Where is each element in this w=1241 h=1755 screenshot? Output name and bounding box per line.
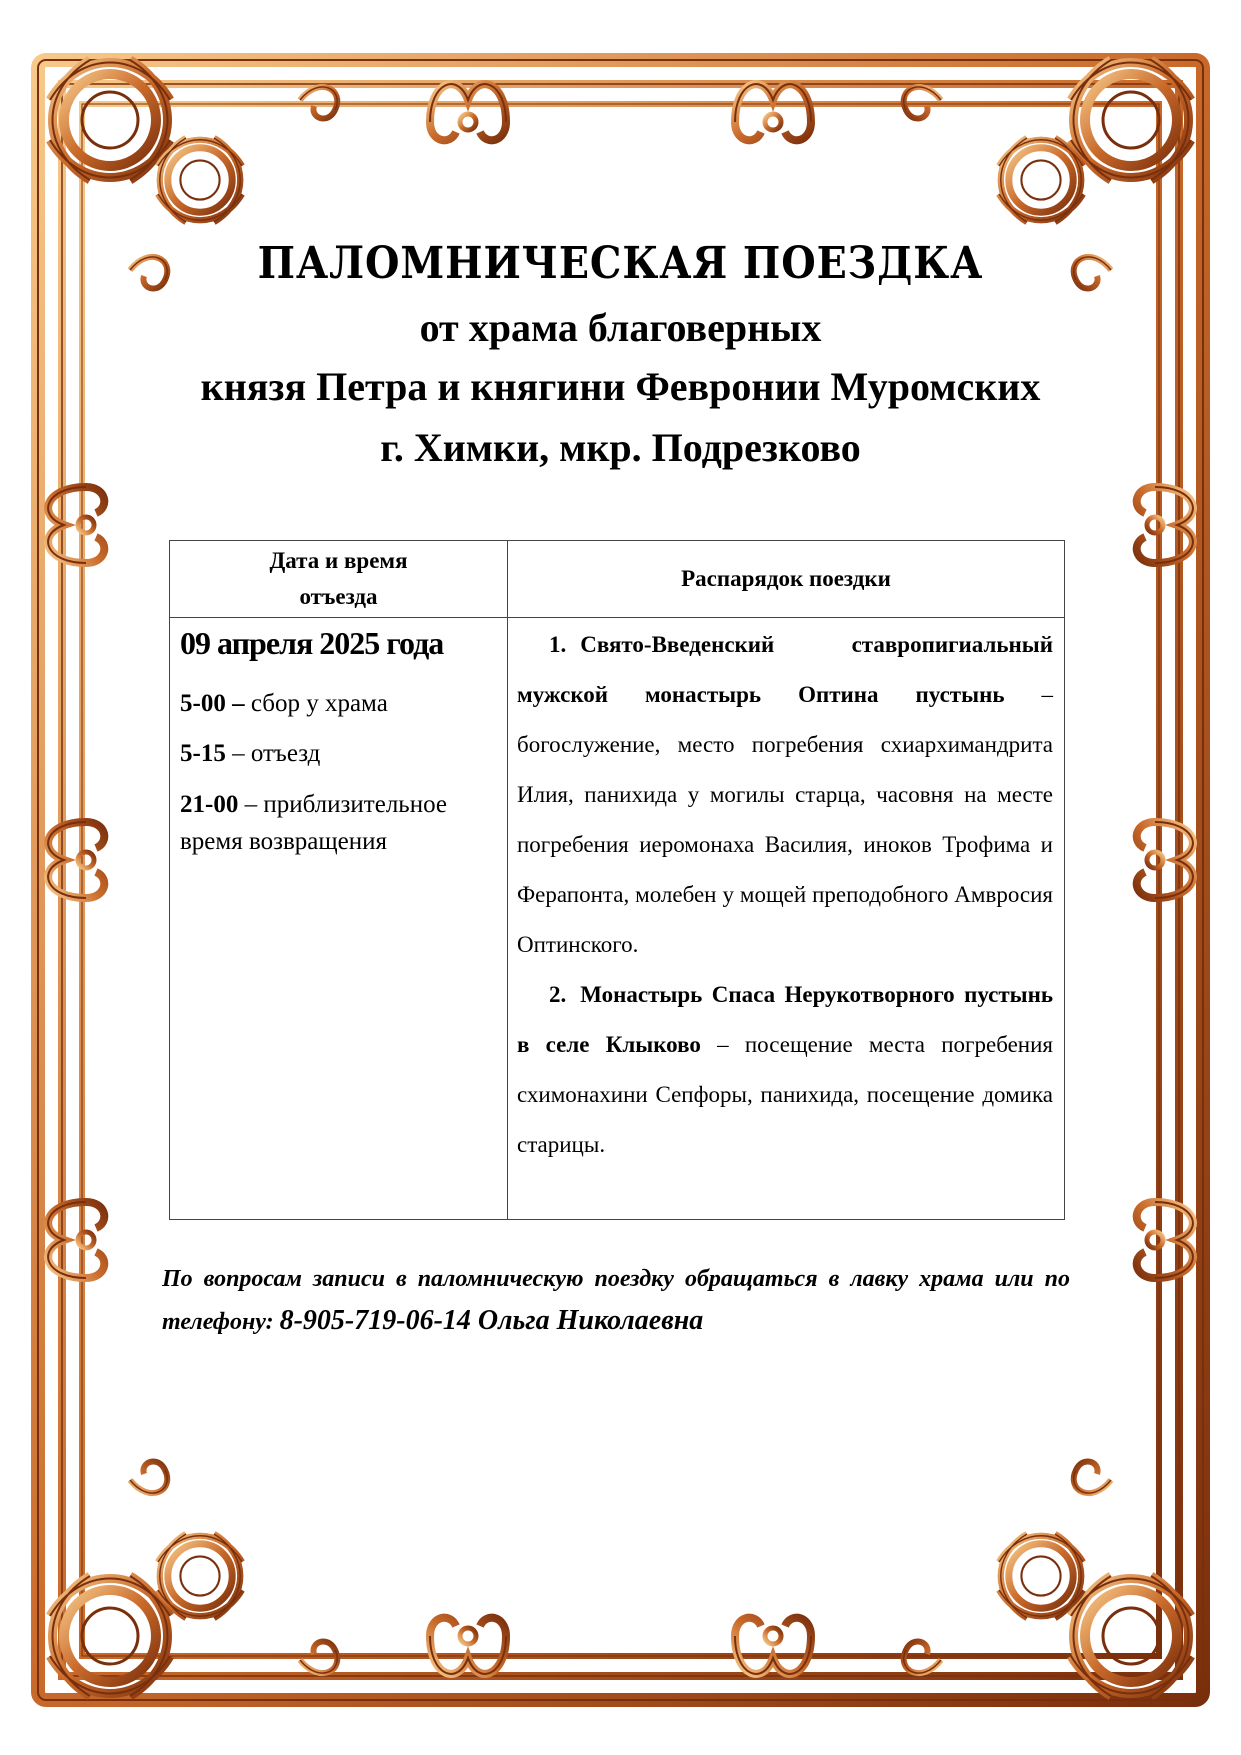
plan-item-description: – богослужение, место погребения схиархимандрита Илия, панихида у могилы старца, часовня на месте погребения иеромонаха Василия, иноков Трофима и Ферапонта, молебен у мощей преподобного Амвросия Оптинского. [517, 682, 1053, 957]
plan-item-place: Свято-Введенский ставропигиальный мужской монастырь Оптина пустынь [517, 632, 1053, 707]
time-value: 5-15 [180, 740, 226, 767]
header-date-line1: Дата и время [269, 548, 408, 573]
table-column-divider [507, 541, 508, 1219]
plan-item-number: 2. [549, 982, 567, 1007]
plan-item-place: Монастырь Спаса Нерукотворного пустынь в селе Клыково [517, 982, 1053, 1057]
schedule-table [169, 540, 1065, 1220]
header-plan: Распарядок поездки [681, 566, 891, 591]
subtitle-location: г. Химки, мкр. Подрезково [380, 425, 861, 470]
time-text: – приблизительное время возвращения [180, 791, 447, 855]
plan-item-number: 1. [549, 632, 567, 657]
subtitle-church: от храма благоверных [419, 305, 822, 350]
time-departure [180, 735, 500, 772]
time-value: 5-00 – [180, 690, 245, 717]
contact-phone: 8-905-719-06-14 Ольга Николаевна [279, 1305, 704, 1336]
time-gathering [180, 685, 500, 722]
time-value: 21-00 [180, 791, 239, 818]
trip-date: 09 апреля 2025 года [180, 625, 444, 661]
time-return [180, 786, 500, 860]
table-header-divider [170, 617, 1064, 618]
time-text: – отъезд [232, 740, 321, 767]
trip-plan [517, 620, 1053, 1170]
plan-item-description: – посещение места погребения схимонахини Сепфоры, панихида, посещение домика старицы. [517, 1032, 1053, 1157]
subtitle-saints: князя Петра и княгини Февронии Муромских [200, 364, 1041, 409]
header-date [170, 543, 507, 615]
header-date-line2: отъезда [299, 584, 378, 609]
page-title: ПАЛОМНИЧЕСКАЯ ПОЕЗДКА [257, 238, 984, 289]
time-text: сбор у храма [250, 690, 388, 717]
contact-note [162, 1258, 1070, 1343]
plan-item [517, 620, 1053, 970]
plan-item [517, 970, 1053, 1170]
contact-text: По вопросам записи в паломническую поездку обращаться в лавку храма или по телефону: [162, 1266, 1070, 1335]
